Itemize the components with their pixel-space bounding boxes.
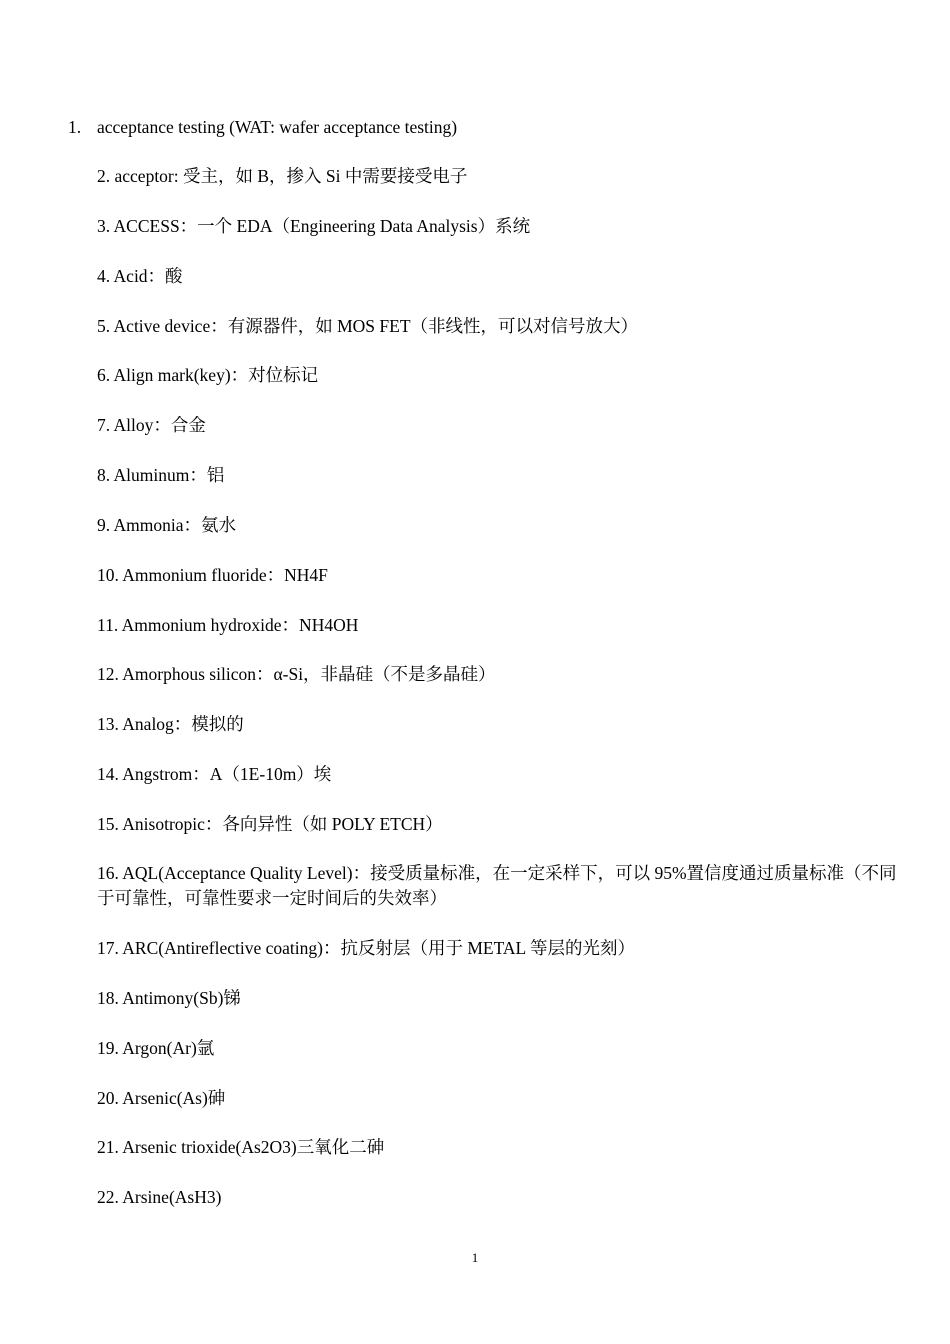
glossary-entry-2: 2. acceptor: 受主，如 B，掺入 Si 中需要接受电子 (97, 166, 468, 186)
glossary-entry-12: 12. Amorphous silicon：α-Si，非晶硅（不是多晶硅） (97, 664, 496, 684)
glossary-entry-13: 13. Analog：模拟的 (97, 714, 244, 734)
glossary-entry-18: 18. Antimony(Sb)锑 (97, 988, 241, 1008)
glossary-entry-6: 6. Align mark(key)：对位标记 (97, 365, 319, 385)
glossary-entry-21: 21. Arsenic trioxide(As2O3)三氧化二砷 (97, 1137, 385, 1157)
glossary-entry-20: 20. Arsenic(As)砷 (97, 1088, 226, 1108)
glossary-entry-17: 17. ARC(Antireflective coating)：抗反射层（用于 METAL 等层的光刻） (97, 938, 635, 958)
glossary-entry-11: 11. Ammonium hydroxide：NH4OH (97, 615, 359, 635)
glossary-entry-15: 15. Anisotropic：各向异性（如 POLY ETCH） (97, 814, 443, 834)
glossary-entry-7: 7. Alloy：合金 (97, 415, 206, 435)
glossary-entry-4: 4. Acid：酸 (97, 266, 183, 286)
glossary-entry-5: 5. Active device：有源器件，如 MOS FET（非线性，可以对信号放大） (97, 316, 639, 336)
glossary-entry-16: 16. AQL(Acceptance Quality Level)：接受质量标准，在一定采样下，可以 95%置信度通过质量标准（不同于可靠性，可靠性要求一定时间后的失效率） (97, 863, 897, 908)
entry-number: 1. (68, 117, 82, 137)
glossary-entry-1 (68, 115, 868, 140)
page-number: 1 (471, 1250, 479, 1265)
glossary-entry-19: 19. Argon(Ar)氩 (97, 1038, 215, 1058)
glossary-entry-9: 9. Ammonia：氨水 (97, 515, 237, 535)
entry-text: acceptance testing (WAT: wafer acceptance testing) (97, 117, 458, 137)
glossary-entry-14: 14. Angstrom：A（1E-10m）埃 (97, 764, 332, 784)
glossary-entry-8: 8. Aluminum：铝 (97, 465, 225, 485)
glossary-entry-22: 22. Arsine(AsH3) (97, 1187, 222, 1207)
glossary-entry-10: 10. Ammonium fluoride：NH4F (97, 565, 328, 585)
glossary-entry-3: 3. ACCESS：一个 EDA（Engineering Data Analysis）系统 (97, 216, 531, 236)
